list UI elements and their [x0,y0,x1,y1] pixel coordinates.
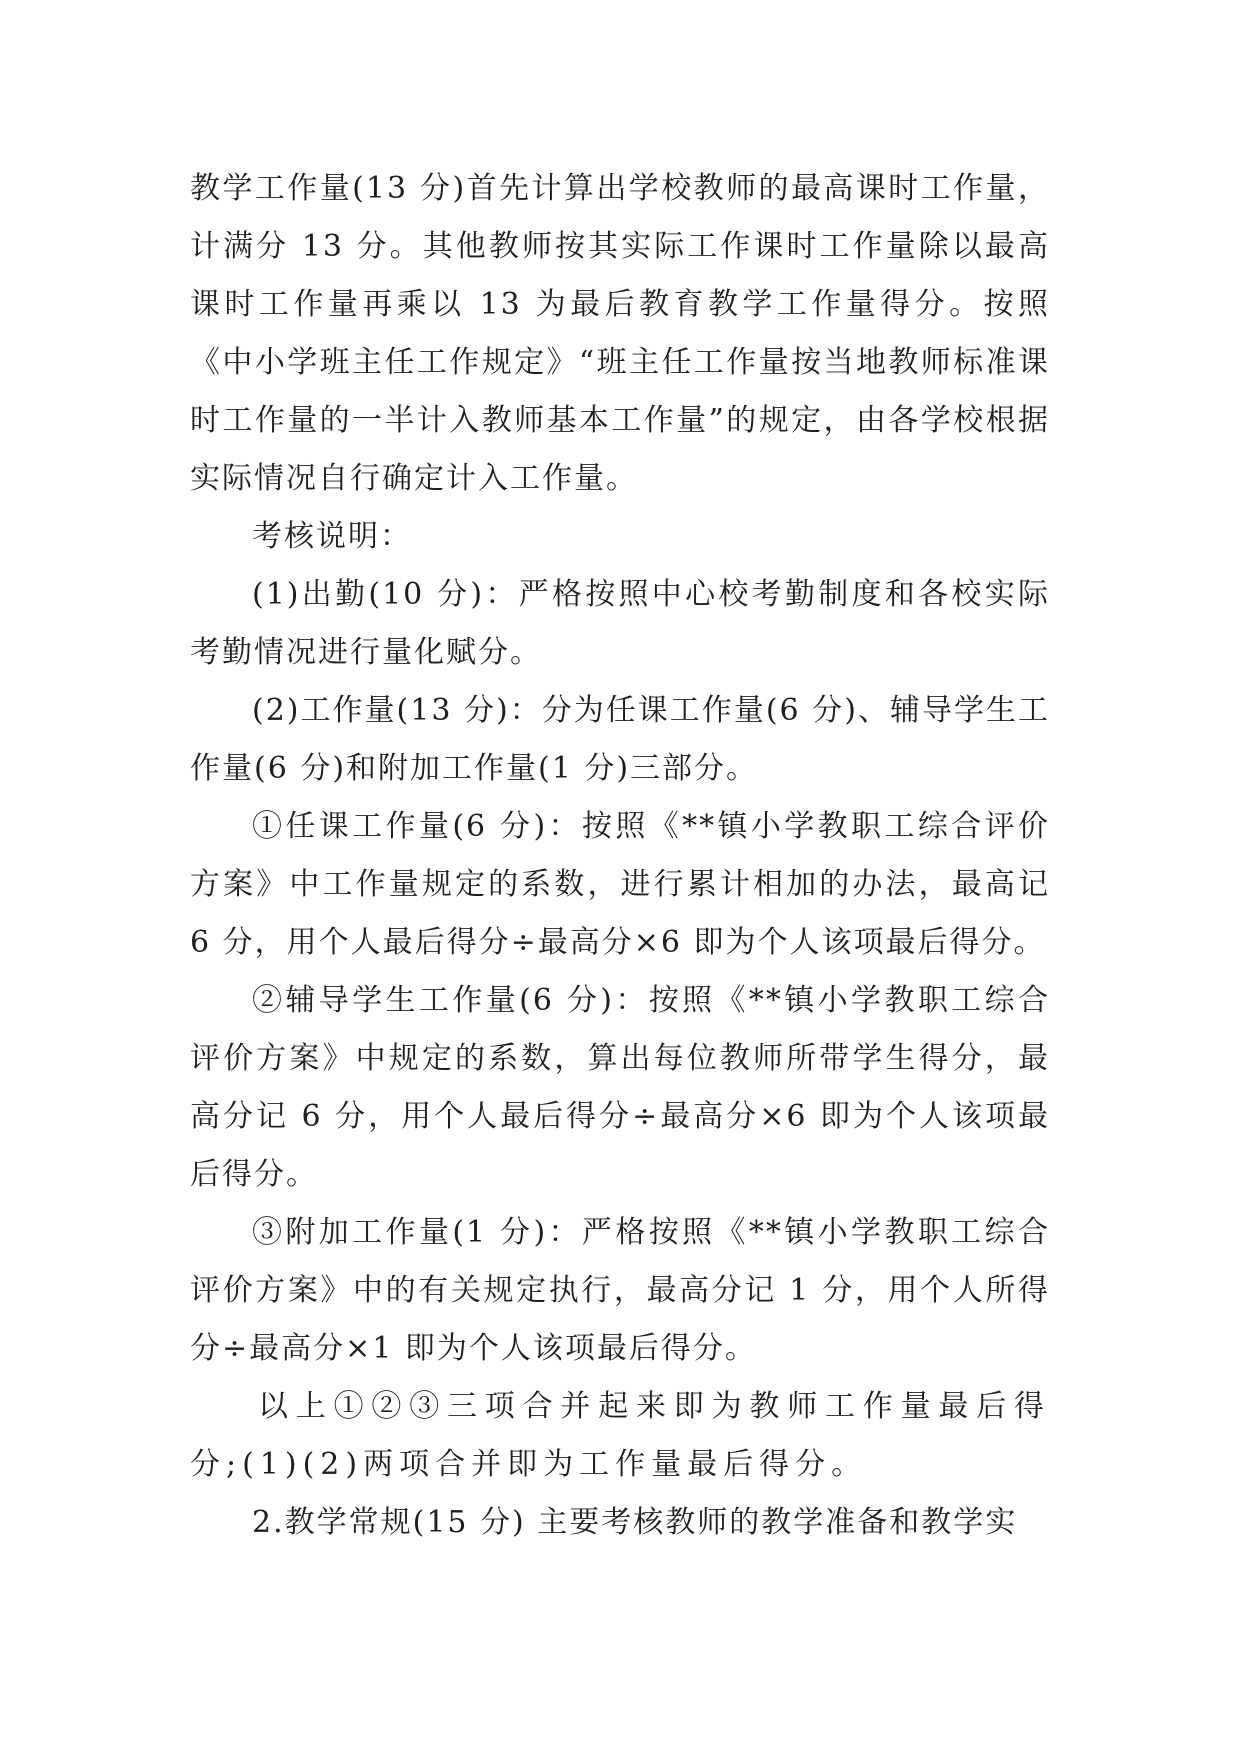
paragraph-teaching-routine: 2.教学常规(15 分) 主要考核教师的教学准备和教学实 [252,1505,1018,1540]
paragraph-teaching-workload: ①任课工作量(6 分)：按照《**镇小学教职工综合评价方案》中工作量规定的系数，进行累计相加的办法，最高记 6 分，用个人最后得分÷最高分×6 即为个人该项最后得分。 [190,809,1050,960]
paragraph-assessment-heading: 考核说明： [252,519,412,554]
paragraph-additional-workload: ③附加工作量(1 分)：严格按照《**镇小学教职工综合评价方案》中的有关规定执行，最高分记 1 分，用个人所得分÷最高分×1 即为个人该项最后得分。 [190,1215,1050,1366]
paragraph-workload: (2)工作量(13 分)：分为任课工作量(6 分)、辅导学生工作量(6 分)和附加工作量(1 分)三部分。 [190,693,1050,786]
paragraph-workload-calculation: 教学工作量(13 分)首先计算出学校教师的最高课时工作量，计满分 13 分。其他教师按其实际工作课时工作量除以最高课时工作量再乘以 13 为最后教育教学工作量得分。按照《中小学班主任工作规定》“班主任工作量按当地教师标准课时工作量的一半计入教师基本工作量”的规定，由各学校根据实际情况自行确定计入工作量。 [190,171,1050,496]
paragraph-tutoring-workload: ②辅导学生工作量(6 分)：按照《**镇小学教职工综合评价方案》中规定的系数，算出每位教师所带学生得分，最高分记 6 分，用个人最后得分÷最高分×6 即为个人该项最后得分。 [190,983,1050,1192]
document-body [190,160,1050,1552]
paragraph-attendance: (1)出勤(10 分)：严格按照中心校考勤制度和各校实际考勤情况进行量化赋分。 [190,577,1050,670]
paragraph-summary: 以上①②③三项合并起来即为教师工作量最后得分;(1)(2)两项合并即为工作量最后得分。 [190,1389,1050,1482]
